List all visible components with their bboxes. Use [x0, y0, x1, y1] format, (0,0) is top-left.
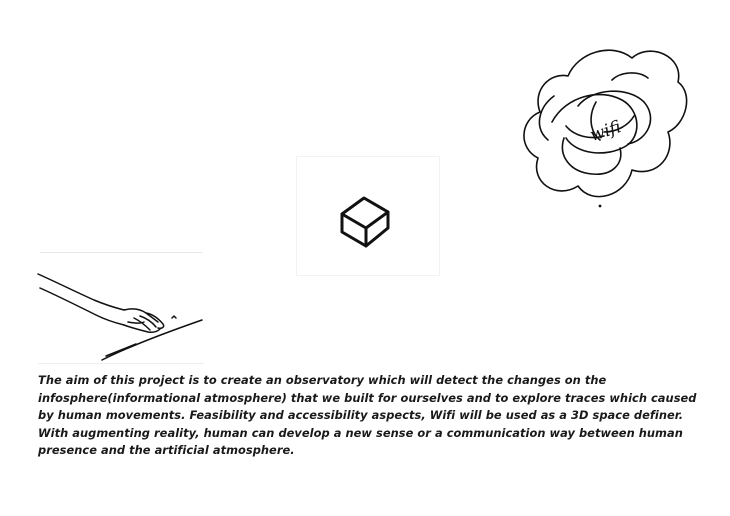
wifi-label: wifi [587, 117, 624, 146]
wifi-scribble-icon [508, 36, 694, 220]
hand-sketch-image [36, 252, 204, 364]
cube-sketch-image [296, 156, 440, 276]
cube-outline-icon [296, 156, 440, 276]
wifi-sketch-image [508, 36, 694, 220]
project-description: The aim of this project is to create an observatory which will detect the changes on the infosphere(informational atmosphere) that we built for ourselves and to explore traces which caused by human movements. Feasibility and accessibility aspects, Wifi will be used as a 3D space definer. With augmenting reality, human can develop a new sense or a communication way between human presence and the artificial atmosphere. [38, 373, 697, 458]
hand-touching-surface-icon [36, 252, 204, 364]
